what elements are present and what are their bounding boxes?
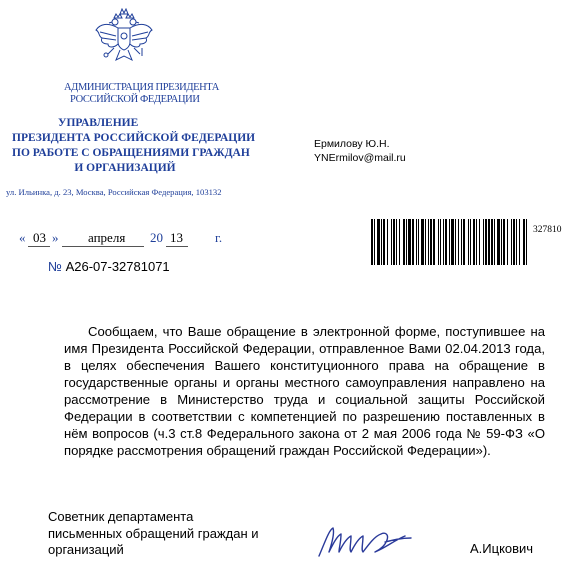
barcode-bar: [433, 219, 435, 265]
barcode-bar: [468, 219, 469, 265]
administration-line-2: РОССИЙСКОЙ ФЕДЕРАЦИИ: [70, 94, 200, 105]
barcode-bar: [393, 219, 395, 265]
recipient-block: [314, 137, 406, 165]
barcode-bar: [479, 219, 480, 265]
document-number-sign: №: [48, 259, 62, 274]
date-close-quote: »: [52, 230, 59, 245]
date-month-underline: [62, 246, 144, 247]
barcode-bar: [377, 219, 380, 265]
date-year-prefix: 20: [150, 230, 163, 245]
barcode-bar: [387, 219, 388, 265]
administration-title: [64, 82, 219, 106]
barcode-bar: [470, 219, 471, 265]
date-year-underline: [166, 246, 188, 247]
barcode-bar: [458, 219, 459, 265]
handwritten-signature: [315, 522, 415, 560]
barcode-bar: [374, 219, 375, 265]
department-title: [12, 116, 256, 176]
signatory-position: [48, 509, 259, 559]
barcode-bar: [449, 219, 450, 265]
barcode-bar: [391, 219, 392, 265]
barcode-bar: [412, 219, 414, 265]
signatory-name: А.Ицкович: [470, 541, 534, 556]
barcode-bar: [445, 219, 447, 265]
body-line-5: рассмотрение в Министерство труда и социальной защиты Российской: [64, 392, 545, 407]
signatory-position-line-2: письменных обращений граждан и: [48, 525, 259, 541]
signatory-position-line-1: Советник департамента: [48, 509, 194, 524]
barcode-bar: [408, 219, 411, 265]
date-year-abbr: г.: [215, 230, 223, 245]
barcode-bar: [501, 219, 502, 265]
barcode-bar: [438, 219, 439, 265]
barcode-bar: [476, 219, 477, 265]
body-line-8: порядке рассмотрения обращений граждан Российской Федерации»).: [64, 443, 491, 458]
department-line-2: ПРЕЗИДЕНТА РОССИЙСКОЙ ФЕДЕРАЦИИ: [12, 132, 256, 144]
barcode: [371, 219, 527, 265]
barcode-bar: [455, 219, 456, 265]
barcode-bar: [399, 219, 400, 265]
barcode-bar: [485, 219, 487, 265]
barcode-bar: [523, 219, 525, 265]
barcode-bar: [403, 219, 405, 265]
body-line-1: Сообщаем, что Ваше обращение в электронной форме, поступившее на: [88, 324, 545, 339]
barcode-bar: [443, 219, 444, 265]
body-line-2: имя Президента Российской Федерации, отправленное Вами 02.04.2013 года,: [64, 341, 545, 356]
barcode-bar: [494, 219, 495, 265]
recipient-email: YNErmilov@mail.ru: [314, 152, 406, 164]
russian-coat-of-arms-icon: [92, 8, 156, 68]
barcode-bar: [440, 219, 441, 265]
barcode-bar: [488, 219, 490, 265]
signatory-position-line-3: организаций: [48, 542, 124, 557]
body-line-4: государственные органы и органы местного самоуправления направлено на: [64, 375, 545, 390]
barcode-bar: [497, 219, 500, 265]
barcode-bar: [425, 219, 426, 265]
date-year-suffix: 13: [170, 230, 183, 245]
date-day-underline: [28, 246, 50, 247]
barcode-bar: [430, 219, 432, 265]
body-line-6: Федерации в соответствии с компетенцией по разрешению поставленных в: [64, 409, 545, 424]
date-day: 03: [33, 230, 46, 245]
barcode-bar: [381, 219, 382, 265]
barcode-bar: [491, 219, 493, 265]
body-line-7: нём вопросов (ч.3 ст.8 Федерального закона от 2 мая 2006 года № 59-ФЗ «О: [64, 426, 545, 441]
barcode-bar: [463, 219, 465, 265]
department-line-4: И ОРГАНИЗАЦИЙ: [74, 162, 176, 174]
barcode-bar: [371, 219, 373, 265]
barcode-bar: [507, 219, 508, 265]
administration-line-1: АДМИНИСТРАЦИЯ ПРЕЗИДЕНТА: [64, 82, 219, 93]
date-open-quote: «: [19, 230, 26, 245]
department-line-1: УПРАВЛЕНИЕ: [58, 117, 139, 129]
barcode-bar: [516, 219, 517, 265]
document-number: [48, 259, 170, 274]
barcode-bar: [428, 219, 429, 265]
barcode-bar: [421, 219, 424, 265]
barcode-bar: [461, 219, 462, 265]
barcode-bar: [406, 219, 407, 265]
barcode-bar: [418, 219, 419, 265]
barcode-bar: [511, 219, 512, 265]
date-month: апреля: [88, 230, 126, 245]
address: ул. Ильинка, д. 23, Москва, Российская Федерация, 103132: [6, 187, 222, 197]
barcode-bar: [416, 219, 417, 265]
letter-body: [64, 323, 545, 459]
recipient-name: Ермилову Ю.Н.: [314, 138, 390, 150]
barcode-bar: [473, 219, 475, 265]
barcode-bar: [451, 219, 454, 265]
barcode-bar: [513, 219, 515, 265]
department-line-3: ПО РАБОТЕ С ОБРАЩЕНИЯМИ ГРАЖДАН: [12, 147, 250, 159]
barcode-bar: [383, 219, 385, 265]
document-number-value: А26-07-32781071: [65, 259, 170, 274]
body-line-3: в целях обеспечения Вашего конституционного права на обращение в: [64, 358, 545, 373]
barcode-bar: [483, 219, 484, 265]
barcode-number: 327810: [533, 225, 562, 235]
barcode-bar: [519, 219, 520, 265]
barcode-bar: [526, 219, 527, 265]
barcode-bar: [396, 219, 397, 265]
barcode-bar: [503, 219, 505, 265]
